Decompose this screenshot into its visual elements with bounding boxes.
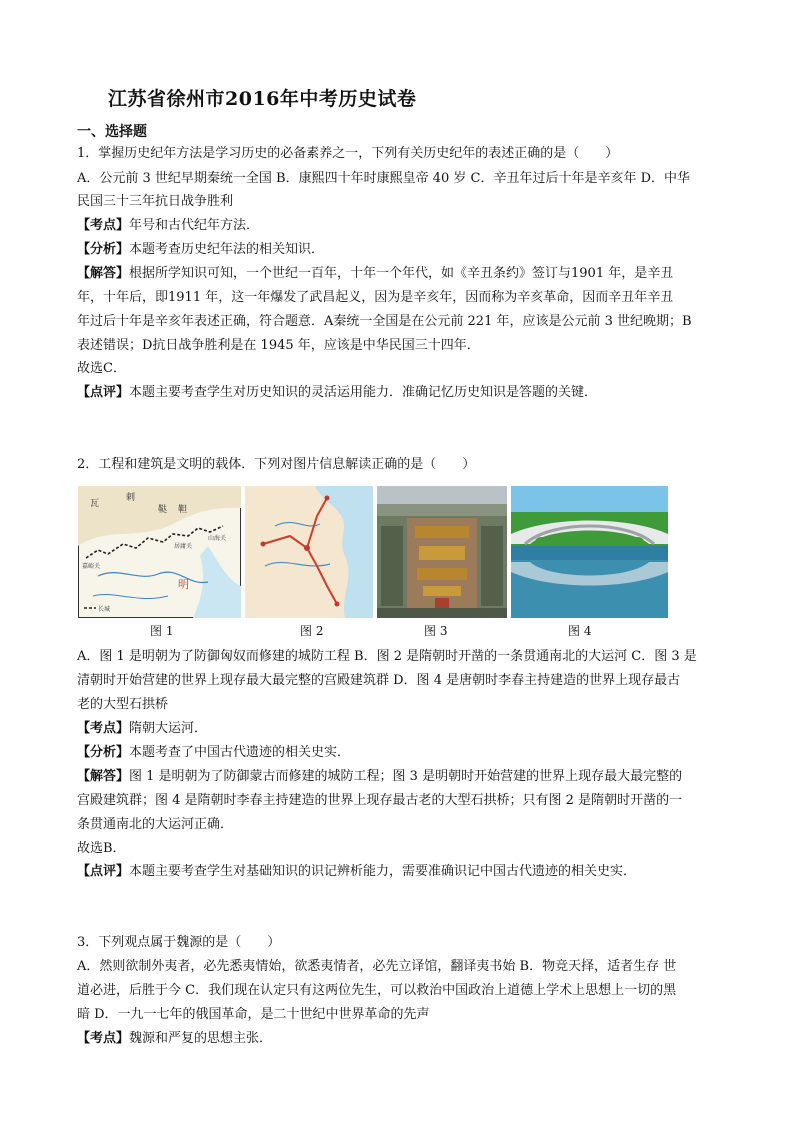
map1-label-ming: 明	[178, 578, 189, 591]
q3-kaodian-text: 魏源和严复的思想主张．	[129, 1031, 273, 1046]
q2-jieda-line3: 条贯通南北的大运河正确．	[77, 817, 234, 832]
q1-jieda-line2: 年，十年后，即1911 年，这一年爆发了武昌起义，因为是辛亥年，因而称为辛亥革命，因而辛丑年辛丑	[77, 290, 674, 305]
tag-kaodian: 【考点】	[77, 721, 130, 736]
q3-options-line3: 暗 D．一九一七年的俄国革命，是二十世纪中世界革命的先声	[77, 1007, 430, 1022]
map1-label-dan: 靼	[178, 505, 188, 515]
q1-fenxi	[77, 242, 324, 258]
q2-jieda-text1: 图 1 是明朝为了防御蒙古而修建的城防工程；图 3 是明朝时开始营建的世界上现存最大最完整的	[129, 769, 683, 784]
tag-fenxi: 【分析】	[77, 242, 130, 257]
q1-jieda-line3: 年过后十年是辛亥年表述正确，符合题意．A秦统一全国是在公元前 221 年，应该是公元前 3 世纪晚期；B	[77, 314, 692, 329]
q1-dianping	[77, 385, 597, 401]
map1-label-da: 鞑	[158, 505, 168, 515]
map1-label-shanhaiguan: 山海关	[208, 535, 227, 542]
figure-2-grand-canal-map	[245, 486, 373, 618]
q1-kaodian	[77, 218, 259, 234]
map1-label-la: 剌	[126, 493, 136, 503]
tag-jieda: 【解答】	[77, 769, 130, 784]
caption-figure-4: 图 4	[568, 624, 592, 638]
q2-jieda-line2: 宫殿建筑群；图 4 是隋朝时李春主持建造的世界上现存最古老的大型石拱桥；只有图 2 是隋朝时开凿的一	[77, 793, 683, 808]
map1-label-wa: 瓦	[90, 499, 100, 509]
q2-options-line1: A．图 1 是明朝为了防御匈奴而修建的城防工程 B．图 2 是隋朝时开凿的一条贯通南北的大运河 C．图 3 是	[77, 649, 697, 664]
tag-fenxi: 【分析】	[77, 745, 130, 760]
q3-stem: 3．下列观点属于魏源的是（ ）	[77, 935, 281, 950]
tag-kaodian: 【考点】	[77, 218, 130, 233]
q1-dianping-text: 本题主要考查学生对历史知识的灵活运用能力．准确记忆历史知识是答题的关键．	[129, 385, 598, 400]
q2-fenxi	[77, 745, 350, 761]
caption-figure-3: 图 3	[424, 624, 448, 638]
map1-legend-great-wall: 长城	[98, 606, 111, 613]
q3-kaodian	[77, 1031, 272, 1047]
q2-stem: 2．工程和建筑是文明的载体．下列对图片信息解读正确的是（ ）	[77, 457, 476, 472]
q2-kaodian-text: 隋朝大运河．	[129, 721, 208, 736]
q2-options-line3: 老的大型石拱桥	[77, 697, 169, 712]
caption-figure-2: 图 2	[300, 624, 324, 638]
q3-options-line1: A．然则欲制外夷者，必先悉夷情始，欲悉夷情者，必先立译馆，翻译夷书始 B．物竞天择，适者生存 世	[77, 959, 677, 974]
q2-answer: 故选B．	[77, 841, 126, 856]
q1-fenxi-text: 本题考查历史纪年法的相关知识．	[129, 242, 325, 257]
q2-dianping-text: 本题主要考查学生对基础知识的识记辨析能力，需要准确识记中国古代遗迹的相关史实．	[129, 864, 637, 879]
figure-4-zhaozhou-bridge-photo	[511, 486, 668, 618]
q2-kaodian	[77, 721, 207, 737]
q1-jieda-line1	[77, 266, 673, 282]
q1-stem: 1．掌握历史纪年方法是学习历史的必备素养之一，下列有关历史纪年的表述正确的是（ ）	[77, 146, 619, 161]
q2-fenxi-text: 本题考查了中国古代遗迹的相关史实．	[129, 745, 351, 760]
tag-jieda: 【解答】	[77, 266, 130, 281]
q3-options-line2: 道必进，后胜于今 C．我们现在认定只有这两位先生，可以救治中国政治上道德上学术上思想上一切的黑	[77, 983, 677, 998]
q1-jieda-text1: 根据所学知识可知，一个世纪一百年，十年一个年代，如《辛丑条约》签订与1901 年，是辛丑	[129, 266, 674, 281]
q2-options-line2: 清朝时开始营建的世界上现存最大最完整的宫殿建筑群 D．图 4 是唐朝时李春主持建造的世界上现存最古	[77, 673, 681, 688]
tag-kaodian: 【考点】	[77, 1031, 130, 1046]
section-heading: 一、选择题	[77, 124, 147, 140]
figure-1-ming-great-wall-map	[78, 486, 241, 618]
figure-strip	[78, 486, 668, 618]
map1-label-jiayuguan: 嘉峪关	[82, 563, 101, 570]
q1-options-line1: A．公元前 3 世纪早期秦统一全国 B．康熙四十年时康熙皇帝 40 岁 C．辛丑年过后十年是辛亥年 D．中华	[77, 171, 691, 186]
q1-jieda-line4: 表述错误；D抗日战争胜利是在 1945 年，应该是中华民国三十四年．	[77, 338, 480, 353]
caption-figure-1: 图 1	[150, 624, 174, 638]
q1-answer: 故选C．	[77, 361, 126, 376]
figure-3-forbidden-city-photo	[377, 486, 507, 618]
page-title: 江苏省徐州市2016年中考历史试卷	[108, 88, 417, 110]
q2-jieda-line1	[77, 769, 682, 785]
tag-dianping: 【点评】	[77, 864, 130, 879]
tag-dianping: 【点评】	[77, 385, 130, 400]
q1-kaodian-text: 年号和古代纪年方法．	[129, 218, 260, 233]
map1-label-juyongguan: 居庸关	[174, 543, 193, 550]
q1-options-line2: 民国三十三年抗日战争胜利	[77, 194, 234, 209]
q2-dianping	[77, 864, 636, 880]
